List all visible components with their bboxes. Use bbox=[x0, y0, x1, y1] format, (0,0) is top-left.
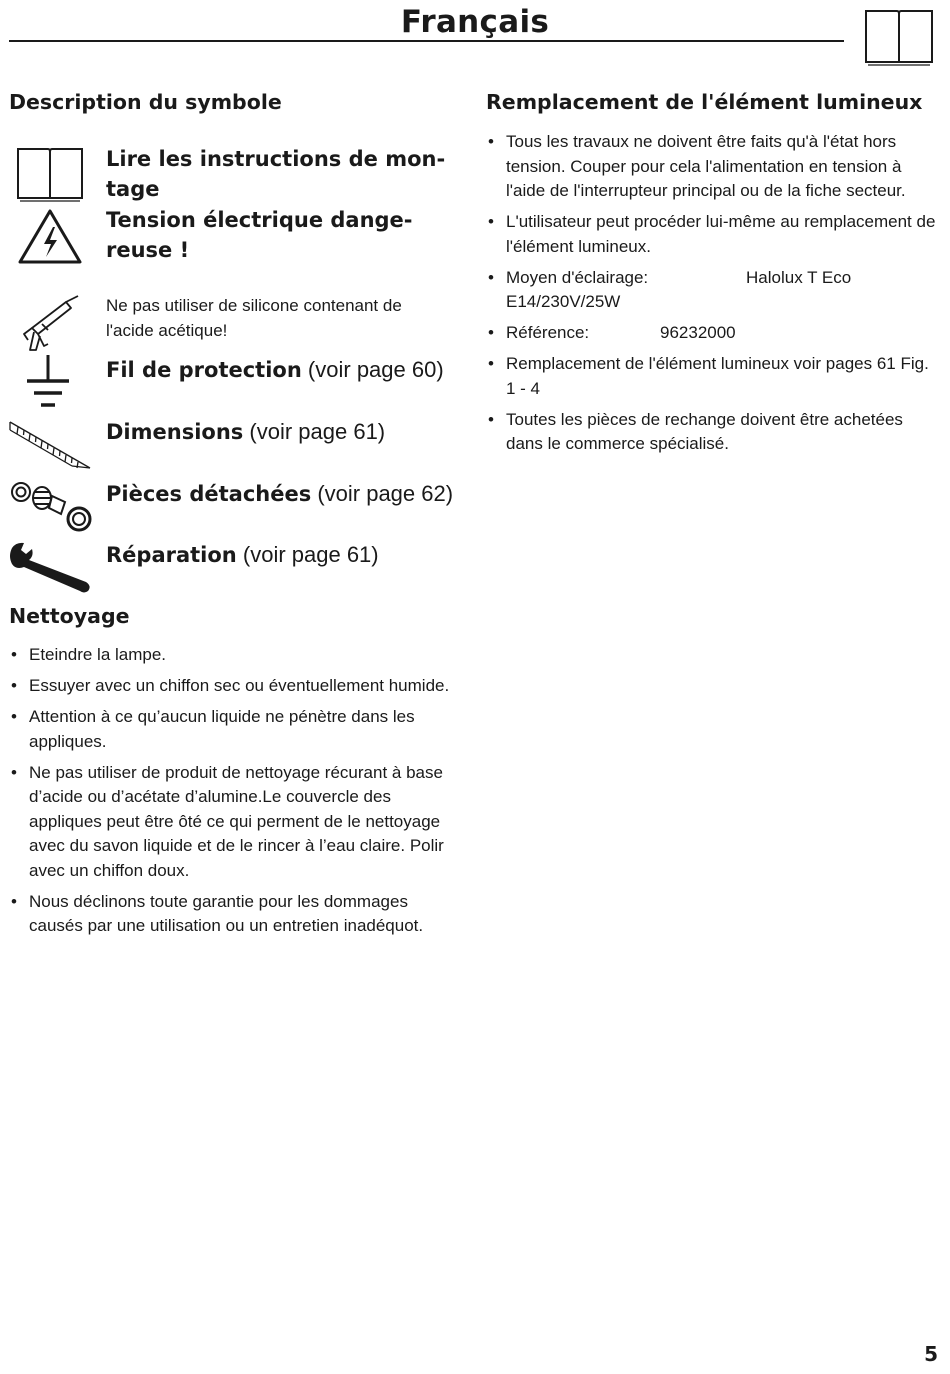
symbol-dimensions-ref: (voir page 61) bbox=[243, 419, 386, 444]
lighting-value: Halolux T Eco bbox=[746, 267, 852, 287]
reference-item bbox=[486, 321, 938, 346]
symbol-read-instructions-label: Lire les instructions de mon- bbox=[106, 147, 446, 171]
symbol-protective-wire bbox=[106, 355, 456, 385]
reference-value: 96232000 bbox=[660, 323, 736, 342]
list-item: • Nous déclinons toute garantie pour les dommages causés par une utilisation ou un entretien inadéquot. bbox=[9, 890, 464, 939]
replacement-list bbox=[486, 130, 938, 463]
list-item: • Ne pas utiliser de produit de nettoyage récurant à base d’acide ou d’acétate d’alumine.Le couvercle des appliques peut être ôté ce qui perment de le nettoyage avec du savon liquide et de le rincer à l’eau claire. Polir avec un chiffon doux. bbox=[9, 761, 464, 884]
high-voltage-warning-icon bbox=[17, 207, 83, 265]
lighting-item bbox=[486, 266, 938, 315]
ground-symbol-icon bbox=[25, 353, 71, 411]
symbols-heading: Description du symbole bbox=[9, 90, 282, 114]
list-item: • Remplacement de l'élément lumineux voir pages 61 Fig. 1 - 4 bbox=[486, 352, 938, 401]
ruler-icon bbox=[8, 418, 92, 470]
list-item: • Attention à ce qu’aucun liquide ne pénètre dans les appliques. bbox=[9, 705, 464, 754]
symbol-no-silicone-text: Ne pas utiliser de silicone contenant de bbox=[106, 296, 402, 315]
symbol-protective-wire-label: Fil de protection bbox=[106, 358, 302, 382]
symbol-no-silicone bbox=[106, 294, 446, 343]
list-item: • L'utilisateur peut procéder lui-même au remplacement de l'élément lumineux. bbox=[486, 210, 938, 259]
symbol-spare-parts bbox=[106, 479, 456, 509]
lighting-value-cont: E14/230V/25W bbox=[506, 292, 621, 311]
symbol-repair-label: Réparation bbox=[106, 543, 237, 567]
open-book-icon bbox=[864, 8, 934, 66]
list-item: • Tous les travaux ne doivent être faits qu'à l'état hors tension. Couper pour cela l'alimentation en tension à l'aide de l'interrupteur principal ou de la fiche secteur. bbox=[486, 130, 938, 204]
page-number: 5 bbox=[924, 1342, 938, 1366]
list-item: • Eteindre la lampe. bbox=[9, 643, 464, 668]
symbol-spare-parts-label: Pièces détachées bbox=[106, 482, 312, 506]
wrench-icon bbox=[8, 540, 92, 596]
symbol-no-silicone-text-cont: l'acide acétique! bbox=[106, 320, 228, 340]
symbol-voltage-warning bbox=[106, 205, 456, 265]
symbol-read-instructions-label-cont: tage bbox=[106, 177, 160, 201]
symbol-read-instructions bbox=[106, 144, 456, 204]
symbol-voltage-warning-label-cont: reuse ! bbox=[106, 238, 190, 262]
symbol-repair-ref: (voir page 61) bbox=[236, 542, 379, 567]
lighting-label: Moyen d'éclairage: bbox=[506, 267, 649, 287]
caulking-gun-icon bbox=[18, 294, 80, 352]
open-book-icon bbox=[16, 146, 84, 202]
symbol-repair bbox=[106, 540, 456, 570]
replacement-heading: Remplacement de l'élément lumineux bbox=[486, 90, 923, 114]
spare-parts-icon bbox=[9, 476, 93, 536]
reference-label: Référence: bbox=[506, 323, 590, 342]
symbol-voltage-warning-label: Tension électrique dange- bbox=[106, 208, 413, 232]
list-item: • Essuyer avec un chiffon sec ou éventuellement humide. bbox=[9, 674, 464, 699]
list-item: • Toutes les pièces de rechange doivent être achetées dans le commerce spécialisé. bbox=[486, 408, 938, 457]
title-rule bbox=[9, 40, 844, 42]
symbol-spare-parts-ref: (voir page 62) bbox=[311, 481, 454, 506]
symbol-dimensions-label: Dimensions bbox=[106, 420, 244, 444]
symbol-protective-wire-ref: (voir page 60) bbox=[301, 357, 444, 382]
cleaning-list bbox=[9, 643, 464, 945]
symbol-dimensions bbox=[106, 417, 456, 447]
cleaning-heading: Nettoyage bbox=[9, 604, 130, 628]
page-title: Français bbox=[400, 4, 550, 40]
